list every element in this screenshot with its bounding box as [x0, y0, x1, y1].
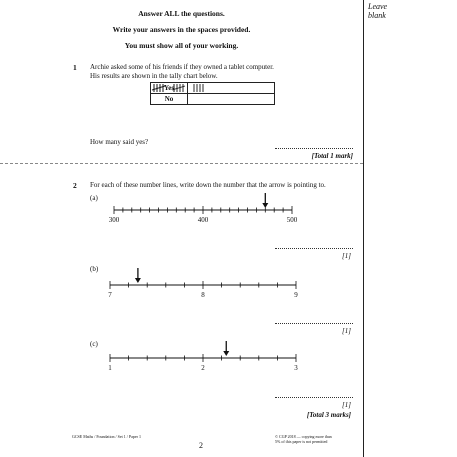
leave-label-line1: Leave [368, 2, 388, 11]
number-line-b-tick-label: 7 [108, 291, 112, 299]
part-b-marks: [1] [342, 327, 351, 335]
question-1-text-1: Archie asked some of his friends if they owned a tablet computer. [90, 63, 274, 71]
part-a-label: (a) [90, 194, 98, 202]
number-line-a-tick-label: 500 [286, 216, 298, 224]
instruction-line-2: Write your answers in the spaces provided. [112, 25, 251, 34]
number-line-c-tick-label: 2 [201, 364, 205, 372]
answer-line-2a[interactable] [275, 248, 353, 249]
part-c-label: (c) [90, 340, 98, 348]
answer-line-2c[interactable] [275, 397, 353, 398]
footer-copyright-line1: © CGP 2018 — copying more than [275, 434, 332, 439]
leave-label-line2: blank [368, 11, 386, 20]
instruction-line-3: You must show all of your working. [124, 41, 239, 50]
answer-line-2b[interactable] [275, 323, 353, 324]
number-line-c-tick-label: 3 [294, 364, 298, 372]
footer-left: GCSE Maths / Foundation / Set 1 / Paper 1 [72, 434, 141, 439]
number-line-a-tick-label: 300 [108, 216, 120, 224]
number-line-c-tick-label: 1 [108, 364, 112, 372]
q2-total-marks: [Total 3 marks] [306, 411, 351, 419]
number-line-a-tick-label: 400 [197, 216, 209, 224]
footer-copyright-line2: 5% of this paper is not permitted [275, 439, 328, 444]
question-2-intro: For each of these number lines, write down the number that the arrow is pointing to. [90, 181, 326, 189]
instruction-line-1: Answer ALL the questions. [138, 9, 225, 18]
part-a-marks: [1] [342, 252, 351, 260]
question-1-prompt: How many said yes? [90, 138, 149, 146]
tally-label-no: No [151, 94, 188, 105]
number-line-c-arrow-head [223, 351, 229, 356]
question-1-text-2: His results are shown in the tally chart below. [90, 72, 218, 80]
question-2-number: 2 [73, 181, 77, 190]
number-line-b-arrow-head [135, 278, 141, 283]
number-line-a-arrow-head [262, 203, 268, 208]
question-1-number: 1 [73, 63, 77, 72]
tally-label-yes: Yes [151, 83, 188, 94]
q1-total-marks: [Total 1 mark] [311, 152, 353, 160]
page-number: 2 [199, 441, 203, 450]
number-line-b-tick-label: 8 [201, 291, 205, 299]
number-line-b-tick-label: 9 [294, 291, 298, 299]
part-b-label: (b) [90, 265, 99, 273]
part-c-marks: [1] [342, 401, 351, 409]
footer-copyright [275, 434, 332, 444]
